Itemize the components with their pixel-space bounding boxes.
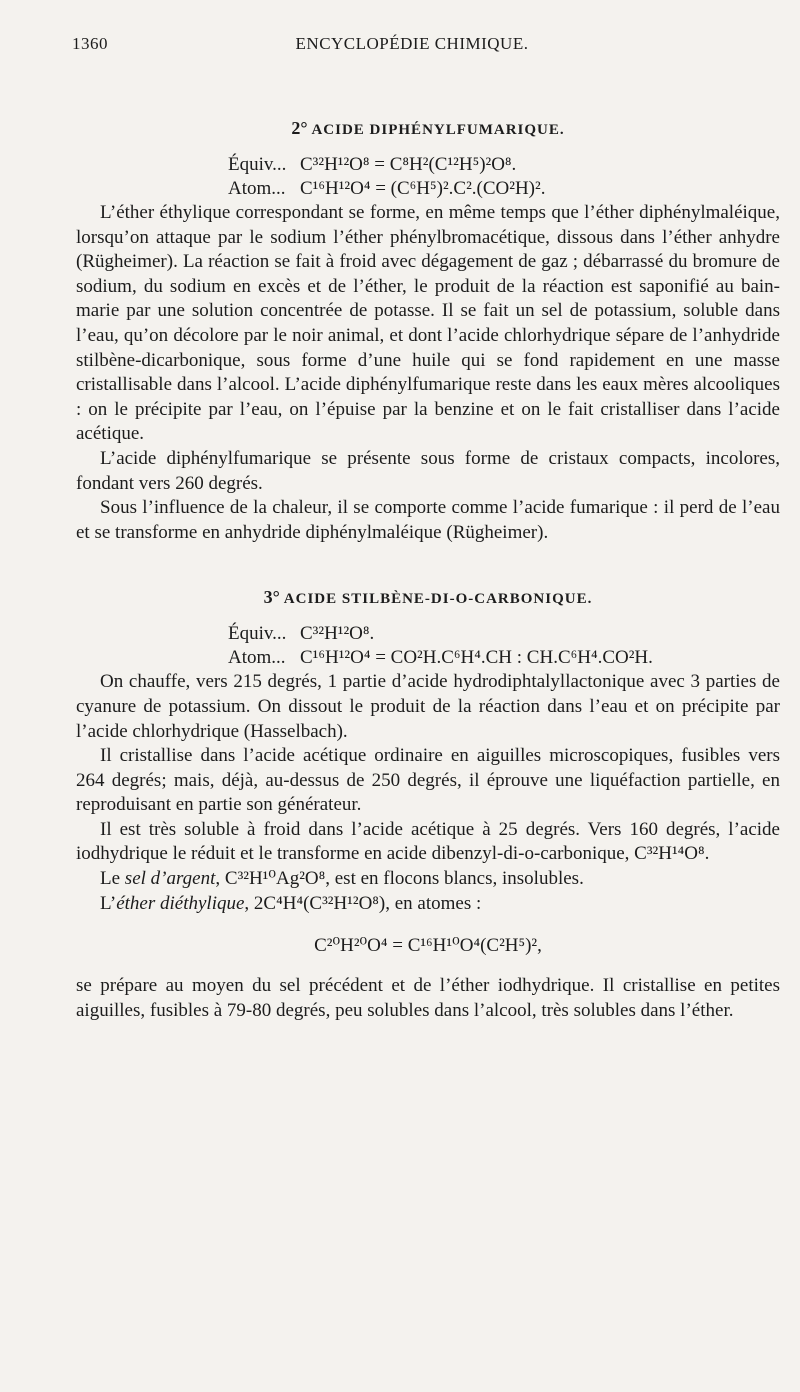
page-number: 1360 — [72, 34, 108, 53]
page-header — [72, 34, 752, 58]
equiv-formula-line — [228, 622, 780, 646]
section-heading-stilbene — [76, 587, 780, 608]
equiv-formula: C³²H¹²O⁸. — [300, 623, 375, 645]
paragraph: Il est très soluble à froid dans l’acide acétique à 25 degrés. Vers 160 degrés, l’acide iodhydrique le réduit et le transforme en acide dibenzyl-di-o-carbonique, C³²H¹⁴O⁸. — [76, 818, 780, 865]
section-title: ACIDE STILBÈNE-DI-O-CARBONIQUE. — [283, 591, 593, 608]
ether-paragraph — [76, 892, 780, 917]
section-heading-diphenylfumarique — [76, 118, 780, 139]
paragraph: On chauffe, vers 215 degrés, 1 partie d’acide hydrodiphtalyllactonique avec 3 parties de cyanure de potassium. On dissout le produit de la réaction dans l’eau et on précipite par l’acide chlorhydrique (Hasselbach). — [76, 671, 780, 742]
atom-formula: C¹⁶H¹²O⁴ = (C⁶H⁵)².C².(CO²H)². — [300, 178, 546, 199]
formula-block — [228, 153, 780, 201]
atom-formula: C¹⁶H¹²O⁴ = CO²H.C⁶H⁴.CH : CH.C⁶H⁴.CO²H. — [300, 647, 653, 669]
ether-intro: L’ — [100, 892, 117, 914]
equiv-label: Équiv... — [228, 154, 287, 175]
section-title: ACIDE DIPHÉNYLFUMARIQUE. — [311, 122, 565, 138]
silver-salt-intro: Le — [100, 868, 125, 890]
section-number: 2° — [291, 118, 308, 138]
formula-block — [228, 622, 780, 670]
atom-formula-line — [228, 646, 780, 670]
silver-salt-paragraph — [76, 867, 780, 892]
section-number: 3° — [263, 587, 280, 608]
paragraph: Il cristallise dans l’acide acétique ordinaire en aiguilles microscopiques, fusibles vers 264 degrés; mais, déjà, au-dessus de 250 degrés, il éprouve une liquéfaction partielle, en reproduisant en partie son générateur. — [76, 745, 780, 816]
final-paragraph: se prépare au moyen du sel précédent et de l’éther iodhydrique. Il cristallise en petites aiguilles, fusibles à 79-80 degrés, peu solubles dans l’alcool, très solubles dans l’éther. — [76, 975, 780, 1021]
atom-label: Atom... — [228, 647, 286, 669]
atom-label: Atom... — [228, 178, 286, 199]
silver-salt-term: sel d’argent — [124, 868, 216, 890]
paragraph: Sous l’influence de la chaleur, il se comporte comme l’acide fumarique : il perd de l’eau et se transforme en anhydride diphénylmaléique (Rügheimer). — [76, 497, 780, 543]
page-content — [76, 118, 780, 1023]
equiv-formula-line — [228, 153, 780, 177]
ether-text: , 2C⁴H⁴(C³²H¹²O⁸), en atomes : — [244, 892, 482, 914]
paragraph: L’éther éthylique correspondant se forme, en même temps que l’éther diphénylmaléique, lorsqu’on attaque par le sodium l’éther phénylbromacétique, dissous dans l’éther anhydre (Rügheimer). La réaction se fait à froid avec dégagement de gaz ; débarrassé du bromure de sodium, du sodium en excès et de l’éther, le produit de la réaction est saponifié au bain-marie par une solution concentrée de potasse. Il se fait un sel de potassium, soluble dans l’eau, qu’on décolore par le noir animal, et dont l’acide chlorhydrique sépare de l’anhydride stilbène-dicarbonique, sous forme d’une huile qui se fond rapidement en une masse cristallisable dans l’alcool. L’acide diphénylfumarique reste dans les eaux mères alcooliques : on le précipite par l’eau, on l’épuise par la benzine et on le fait cristalliser dans l’acide acétique. — [76, 202, 780, 445]
atom-formula-line — [228, 177, 780, 201]
ether-formula: C²⁰H²⁰O⁴ = C¹⁶H¹⁰O⁴(C²H⁵)², — [314, 935, 542, 957]
ether-term: éther diéthylique — [116, 892, 245, 914]
equiv-formula: C³²H¹²O⁸ = C⁸H²(C¹²H⁵)²O⁸. — [300, 154, 517, 175]
paragraph: L’acide diphénylfumarique se présente sous forme de cristaux compacts, incolores, fondant vers 260 degrés. — [76, 447, 780, 494]
silver-salt-text: , C³²H¹⁰Ag²O⁸, est en flocons blancs, insolubles. — [215, 868, 584, 890]
running-title: ENCYCLOPÉDIE CHIMIQUE. — [295, 34, 529, 53]
equiv-label: Équiv... — [228, 623, 287, 645]
